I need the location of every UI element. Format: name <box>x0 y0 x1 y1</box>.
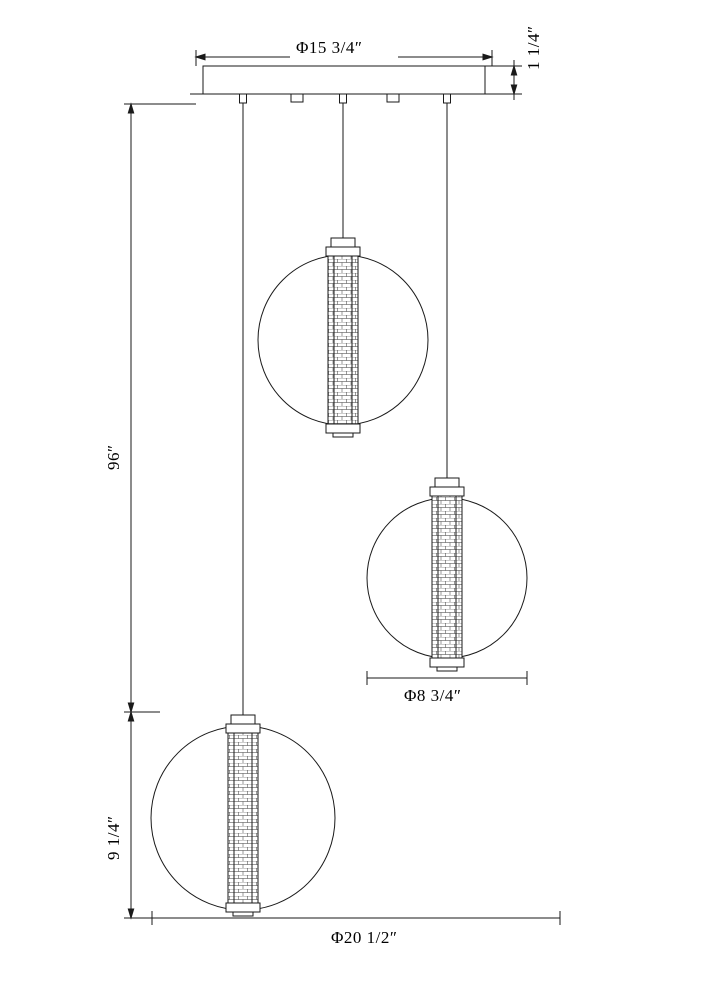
cord-center <box>340 94 347 238</box>
canopy-diameter-label: Φ15 3/4″ <box>296 38 363 57</box>
pendant-lower-left <box>151 715 335 916</box>
shade-diameter-dimension <box>367 671 527 685</box>
canopy-height-label: 1 1/4″ <box>524 25 543 70</box>
overall-spread-dimension <box>152 911 560 925</box>
cord-left <box>240 94 247 715</box>
overall-spread-label: Φ20 1/2″ <box>331 928 398 947</box>
cord-right <box>444 94 451 478</box>
max-drop-dimension <box>124 104 196 712</box>
max-drop-label: 96″ <box>104 444 123 470</box>
shade-diameter-label: Φ8 3/4″ <box>404 686 462 705</box>
shade-height-label: 9 1/4″ <box>104 815 123 860</box>
pendant-upper-middle <box>258 238 428 437</box>
pendant-right <box>367 478 527 671</box>
